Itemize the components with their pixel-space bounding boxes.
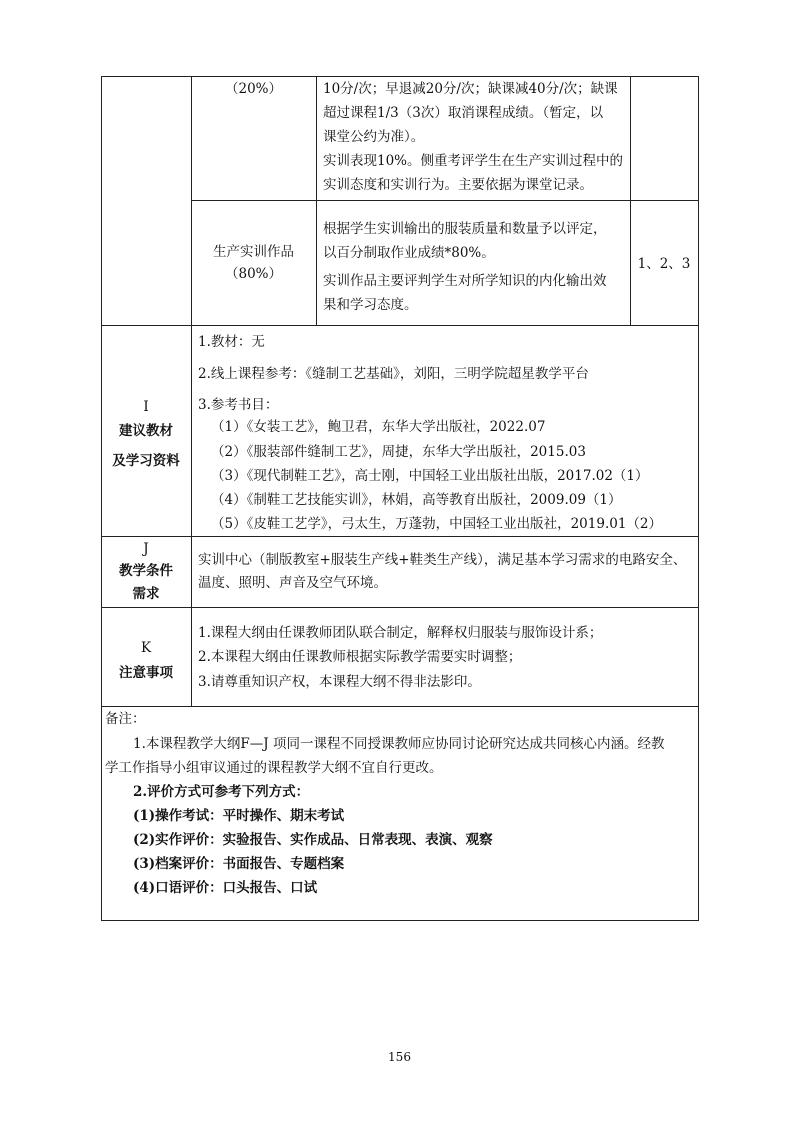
course-objectives: 1、2、3	[637, 256, 691, 272]
section-k-line: 3.请尊重知识产权，本课程大纲不得非法影印。	[198, 674, 481, 690]
product-weight: （80%）	[224, 266, 282, 282]
remarks-label: 备注：	[105, 711, 146, 727]
assessment-text: 实训表现10%。侧重考评学生在生产实训过程中的	[323, 153, 624, 169]
section-k-line: 2.本课程大纲由任课教师根据实际教学需要实时调整；	[198, 649, 522, 665]
assessment-text: 课堂公约为准）。	[323, 129, 425, 145]
section-k-title: 注意事项	[119, 665, 173, 681]
section-i-line: 3.参考书目：	[198, 397, 279, 413]
section-i-line: 1.教材：无	[198, 334, 265, 350]
reference-book: （5）《皮鞋工艺学》，弓太生，万蓬勃，中国轻工业出版社，2019.01（2）	[211, 516, 663, 532]
reference-book: （3）《现代制鞋工艺》，高士刚，中国轻工业出版社出版，2017.02（1）	[211, 468, 649, 484]
page-number: 156	[388, 1050, 411, 1064]
section-k-line: 1.课程大纲由任课教师团队联合制定，解释权归服装与服饰设计系；	[198, 625, 603, 641]
section-j-title: 教学条件	[119, 563, 173, 579]
evaluation-item: (1)操作考试：平时操作、期末考试	[133, 808, 345, 824]
evaluation-item: (3)档案评价：书面报告、专题档案	[133, 856, 345, 872]
section-j-title: 需求	[132, 586, 160, 602]
assessment-weight: （20%）	[224, 81, 282, 97]
evaluation-item: (4)口语评价：口头报告、口试	[133, 880, 318, 896]
section-k-letter: K	[140, 640, 152, 656]
section-i-title: 及学习资料	[112, 453, 180, 469]
remarks-paragraph: 1.本课程教学大纲F—J 项同一课程不同授课教师应协同讨论研究达成共同核心内涵。经教	[133, 736, 665, 752]
table-border-bottom	[101, 920, 699, 921]
product-text: 根据学生实训输出的服装质量和数量予以评定，	[323, 221, 607, 237]
row-divider	[191, 200, 699, 201]
remarks-paragraph: 学工作指导小组审议通过的课程教学大纲不宜自行更改。	[105, 760, 443, 776]
table-border-right	[698, 76, 699, 921]
assessment-text: 超过课程1/3（3次）取消课程成绩。（暂定，以	[323, 105, 604, 121]
section-j-line: 实训中心（制版教室+服装生产线+鞋类生产线），满足基本学习需求的电路安全、	[198, 552, 687, 568]
assessment-text: 实训态度和实训行为。主要依据为课堂记录。	[323, 177, 593, 193]
column-divider	[191, 76, 192, 707]
section-i-letter: I	[143, 399, 149, 415]
reference-book: （1）《女装工艺》，鲍卫君，东华大学出版社，2022.07	[211, 419, 546, 435]
product-text: 果和学习态度。	[323, 297, 418, 313]
section-j-letter: J	[143, 541, 149, 557]
column-divider	[316, 76, 317, 326]
reference-book: （2）《服装部件缝制工艺》，周捷，东华大学出版社，2015.03	[211, 444, 586, 460]
evaluation-item: (2)实作评价：实验报告、实作成品、日常表现、表演、观察	[133, 832, 493, 848]
evaluation-title: 2.评价方式可参考下列方式：	[133, 784, 310, 800]
section-i-line: 2.线上课程参考：《缝制工艺基础》，刘阳，三明学院超星教学平台	[198, 366, 589, 382]
reference-book: （4）《制鞋工艺技能实训》，林娟，高等教育出版社，2009.09（1）	[211, 492, 622, 508]
section-j-line: 温度、照明、声音及空气环境。	[198, 575, 387, 591]
product-text: 以百分制取作业成绩*80%。	[323, 245, 495, 261]
product-text: 实训作品主要评判学生对所学知识的内化输出效	[323, 273, 607, 289]
table-border-left	[101, 76, 102, 921]
assessment-text: 10分/次；早退减20分/次；缺课减40分/次；缺课	[323, 81, 618, 97]
column-divider	[630, 76, 631, 326]
product-label: 生产实训作品	[213, 244, 294, 260]
section-i-title: 建议教材	[119, 423, 173, 439]
